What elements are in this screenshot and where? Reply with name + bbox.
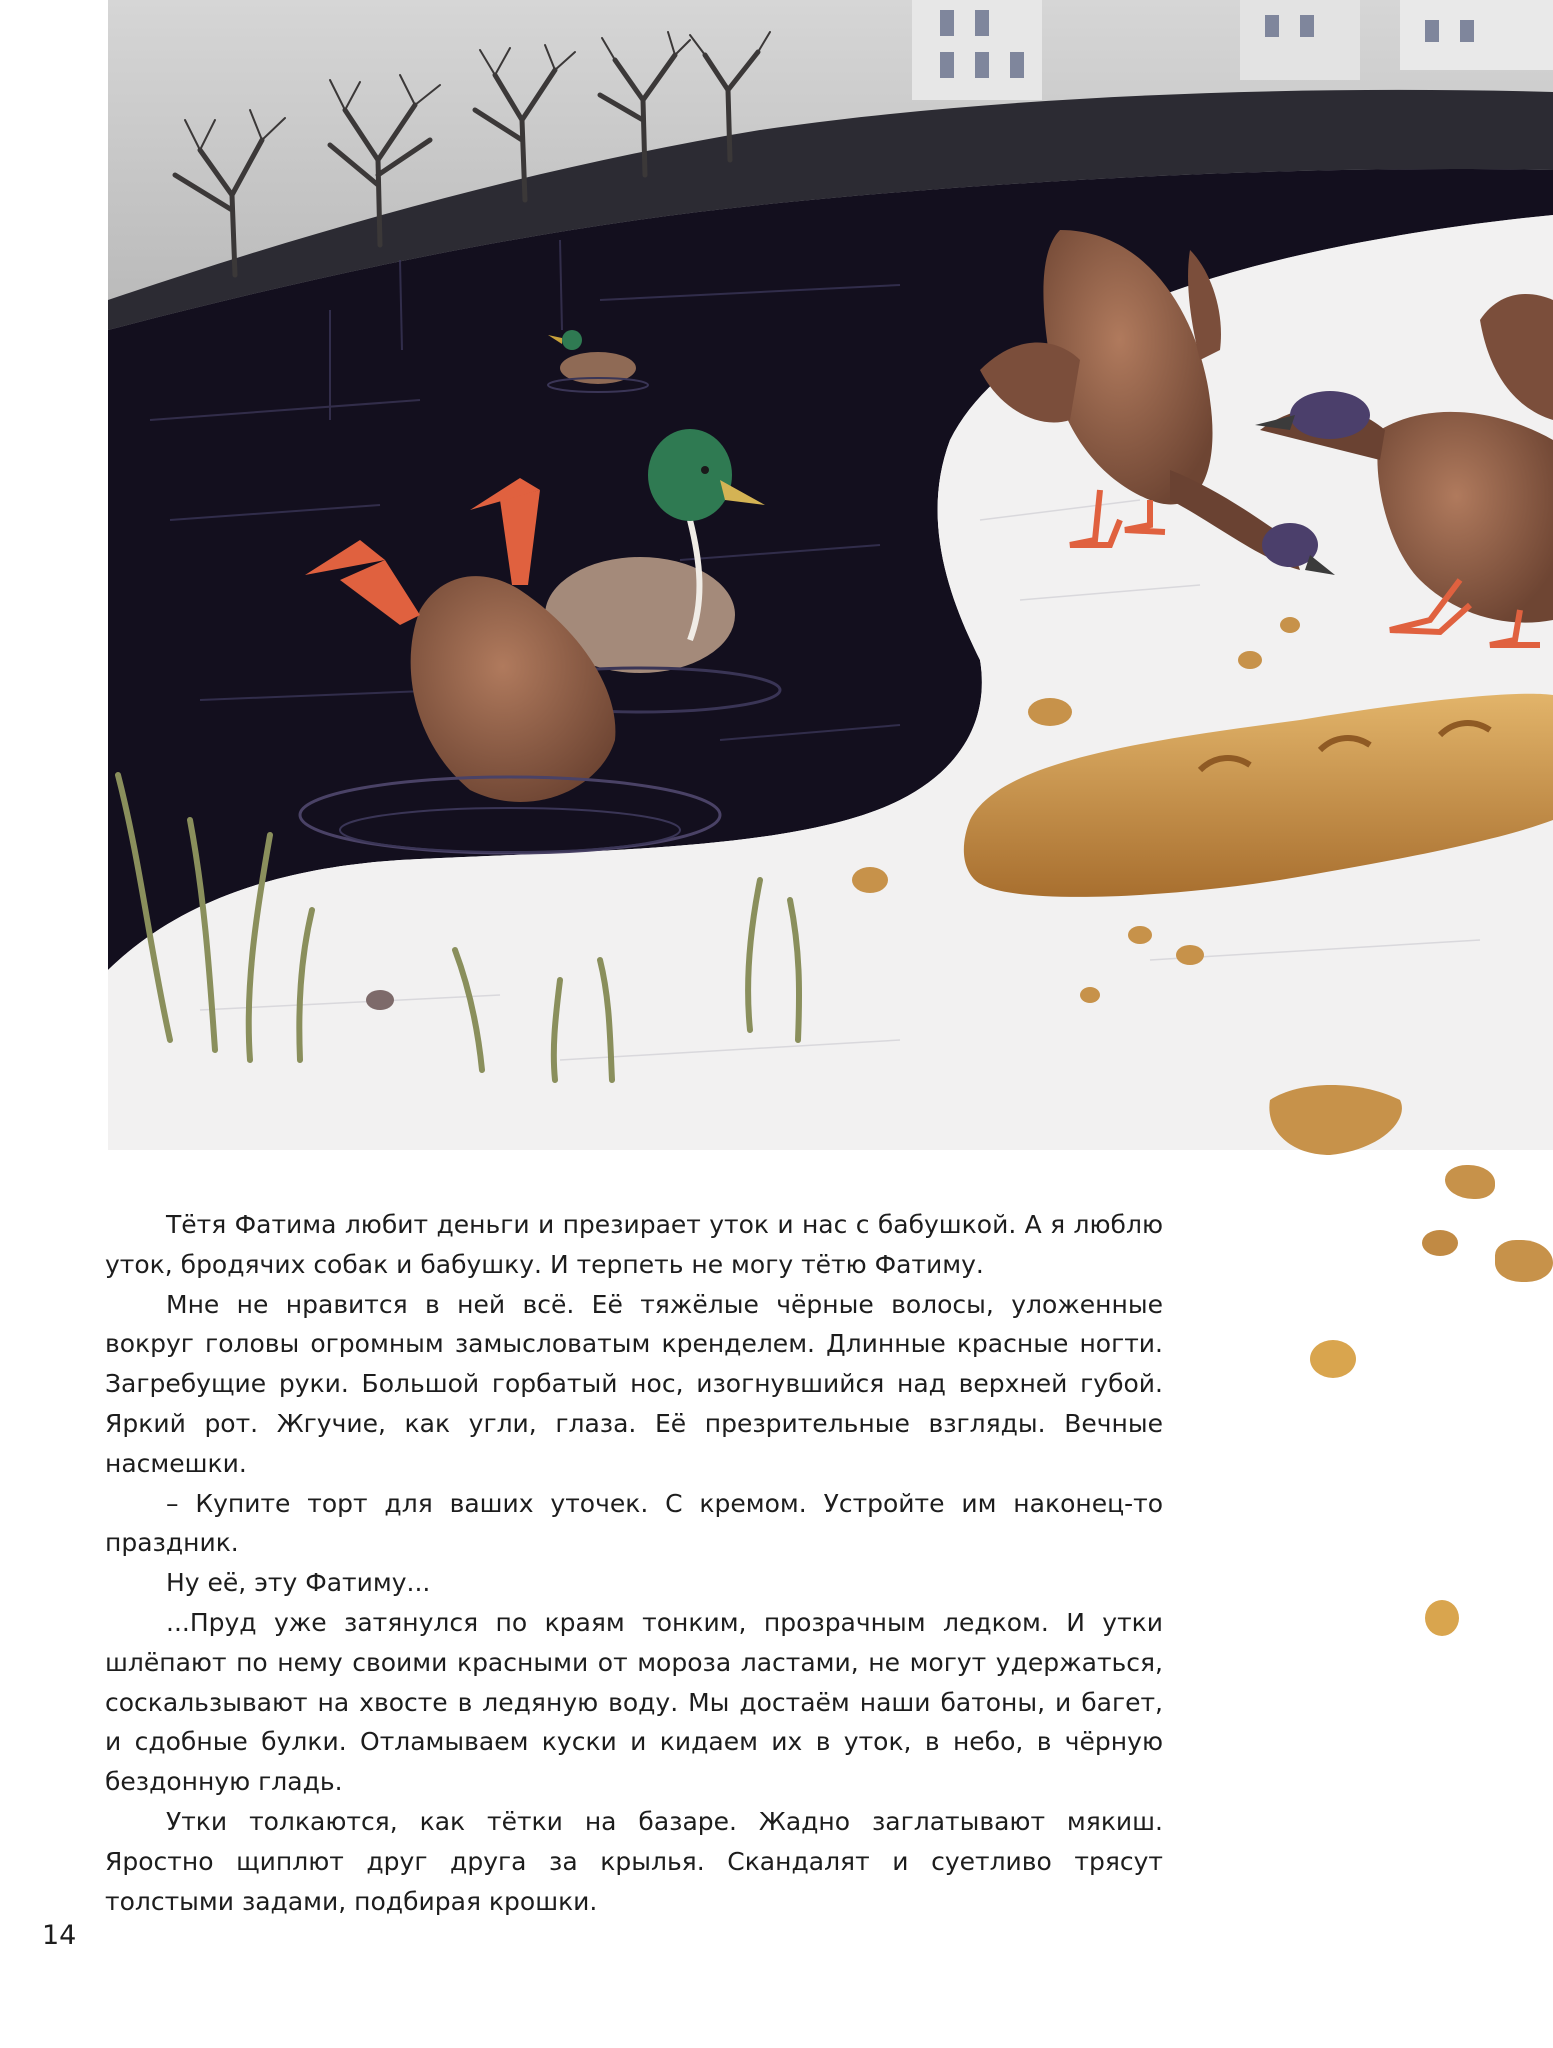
story-text xyxy=(105,1205,1163,1921)
paragraph: Утки толкаются, как тётки на базаре. Жадно заглатывают мякиш. Яростно щиплют друг друга за крылья. Скандалят и суетливо трясут толстыми задами, подбирая крошки. xyxy=(105,1806,1163,1916)
crumb xyxy=(1310,1340,1356,1378)
paragraph: Тётя Фатима любит деньги и презирает уток и нас с бабушкой. А я люблю уток, бродячих собак и бабушку. И терпеть не могу тётю Фатиму. xyxy=(105,1210,1163,1279)
paragraph: Ну её, эту Фатиму... xyxy=(166,1568,431,1598)
paragraph: – Купите торт для ваших уточек. С кремом. Устройте им наконец-то праздник. xyxy=(105,1488,1163,1558)
crumb xyxy=(1445,1165,1495,1199)
crumb xyxy=(1422,1230,1458,1256)
paragraph: Мне не нравится в ней всё. Её тяжёлые чёрные волосы, уложенные вокруг головы огромным замысловатым кренделем. Длинные красные ногти. Загребущие руки. Большой горбатый нос, изогнувшийся над верхней губой. Яркий рот. Жгучие, как угли, глаза. Её презрительные взгляды. Вечные насмешки. xyxy=(105,1289,1163,1478)
page-number: 14 xyxy=(42,1920,77,1951)
paragraph: ...Пруд уже затянулся по краям тонким, прозрачным ледком. И утки шлёпают по нему своими красными от мороза ластами, не могут удержаться, соскальзывают на хвосте в ледяную воду. Мы достаём наши батоны, и багет, и сдобные булки. Отламываем куски и кидаем их в уток, в небо, в чёрную бездонную гладь. xyxy=(105,1607,1163,1797)
crumb xyxy=(1425,1600,1459,1636)
crumb xyxy=(1495,1240,1553,1282)
